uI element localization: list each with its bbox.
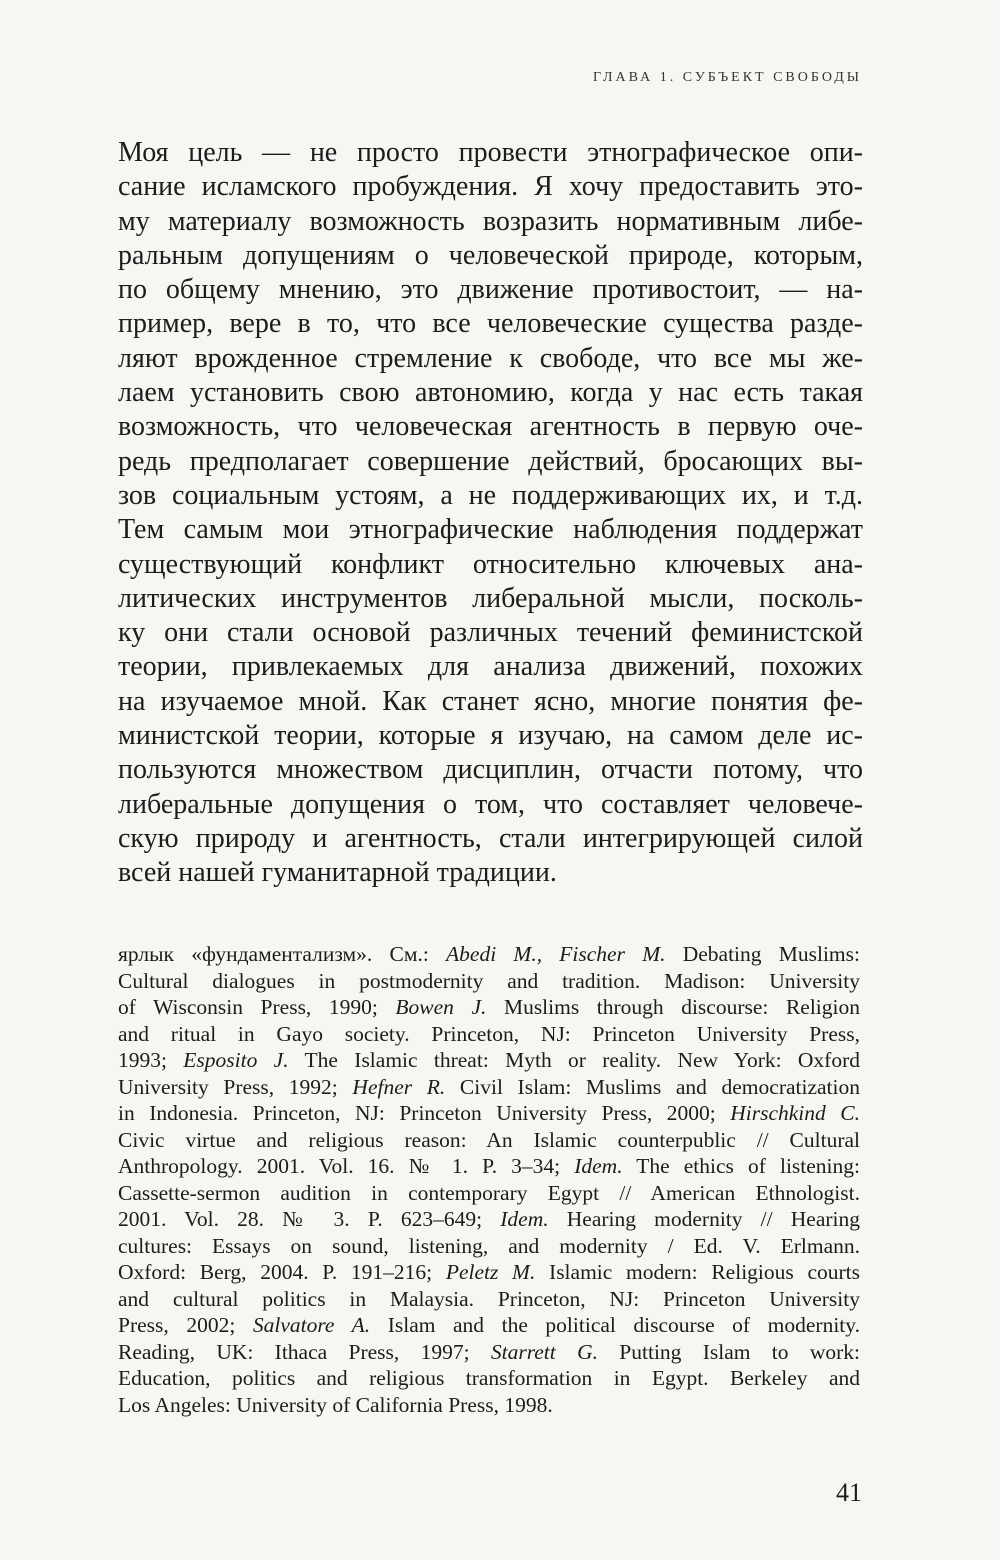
paragraph-line: пример, вере в то, что все человеческие существа разде-	[118, 308, 863, 340]
paragraph-line: всей нашей гуманитарной традиции.	[118, 857, 557, 889]
paragraph-line: пользуются множеством дисциплин, отчасти потому, что	[118, 754, 863, 786]
paragraph-line: либеральные допущения о том, что составляет человече-	[118, 788, 863, 820]
footnote-line: Civic virtue and religious reason: An Islamic counterpublic // Cultural	[118, 1127, 860, 1152]
footnote-line: Press, 2002; Salvatore A. Islam and the political discourse of modernity.	[118, 1313, 860, 1337]
footnote-line: Oxford: Berg, 2004. P. 191–216; Peletz M. Islamic modern: Religious courts	[118, 1260, 860, 1284]
footnote-line: Cassette-sermon audition in contemporary Egypt // American Ethnologist.	[118, 1180, 860, 1205]
footnote-line: and cultural politics in Malaysia. Princeton, NJ: Princeton University	[118, 1286, 860, 1311]
paragraph-line: му материалу возможность возразить нормативным либе-	[118, 205, 863, 237]
author-name: Hefner R.	[352, 1074, 446, 1099]
paragraph-line: скую природу и агентность, стали интегрирующей силой	[118, 822, 863, 854]
paragraph-line: теории, привлекаемых для анализа движений, похожих	[118, 651, 863, 683]
footnote-line: Cultural dialogues in postmodernity and tradition. Madison: University	[118, 968, 860, 993]
paragraph-line: на изучаемое мной. Как станет ясно, многие понятия фе-	[118, 685, 863, 717]
footnote-line: in Indonesia. Princeton, NJ: Princeton University Press, 2000; Hirschkind C.	[118, 1101, 860, 1125]
footnote-line: Los Angeles: University of California Press, 1998.	[118, 1392, 553, 1417]
footnote-line: Anthropology. 2001. Vol. 16. № 1. P. 3–34; Idem. The ethics of listening:	[118, 1154, 861, 1178]
author-name: Bowen J.	[395, 995, 487, 1019]
author-name: Hirschkind C.	[730, 1101, 860, 1125]
paragraph-line: литических инструментов либеральной мысли, посколь-	[118, 582, 863, 614]
footnote-line: University Press, 1992; Hefner R. Civil Islam: Muslims and democratization	[118, 1074, 861, 1099]
footnote-line: ярлык «фундаментализм». См.: Abedi M., Fischer M. Debating Muslims:	[118, 942, 860, 966]
footnote-line: Education, politics and religious transformation in Egypt. Berkeley and	[118, 1366, 860, 1390]
footnote-line: of Wisconsin Press, 1990; Bowen J. Muslims through discourse: Religion	[118, 995, 860, 1019]
running-head: ГЛАВА 1. СУБЪЕКТ СВОБОДЫ	[592, 70, 862, 85]
author-name: Idem.	[500, 1207, 549, 1231]
paragraph-line: Тем самым мои этнографические наблюдения поддержат	[118, 514, 863, 546]
main-paragraph	[118, 136, 863, 891]
footnote-line: cultures: Essays on sound, listening, and modernity / Ed. V. Erlmann.	[118, 1233, 860, 1258]
paragraph-line: существующий конфликт относительно ключевых ана-	[118, 548, 863, 580]
footnote-line: Reading, UK: Ithaca Press, 1997; Starrett G. Putting Islam to work:	[118, 1339, 860, 1364]
paragraph-line: министской теории, которые я изучаю, на самом деле ис-	[118, 720, 863, 752]
author-name: Idem.	[574, 1154, 623, 1178]
footnote-line: 2001. Vol. 28. № 3. P. 623–649; Idem. Hearing modernity // Hearing	[118, 1207, 860, 1231]
author-name: Peletz M.	[445, 1260, 536, 1284]
paragraph-line: Моя цель — не просто провести этнографическое опи-	[118, 137, 863, 168]
paragraph-line: ляют врожденное стремление к свободе, что все мы же-	[118, 342, 863, 374]
page-number: 41	[836, 1478, 862, 1507]
paragraph-line: ку они стали основой различных течений феминистской	[118, 617, 863, 649]
footnote	[118, 941, 860, 1418]
author-name: Abedi M., Fischer M.	[446, 942, 666, 966]
paragraph-line: ральным допущениям о человеческой природе, которым,	[118, 239, 863, 271]
paragraph-line: лаем установить свою автономию, когда у нас есть такая	[118, 377, 863, 409]
footnote-line: and ritual in Gayo society. Princeton, NJ: Princeton University Press,	[118, 1021, 860, 1046]
paragraph-line: зов социальным устоям, а не поддерживающих их, и т.д.	[118, 479, 863, 511]
paragraph-line: редь предполагает совершение действий, бросающих вы-	[118, 445, 863, 477]
paragraph-line: возможность, что человеческая агентность в первую оче-	[118, 411, 863, 443]
paragraph-line: сание исламского пробуждения. Я хочу предоставить это-	[118, 171, 863, 203]
paragraph-line: по общему мнению, это движение противостоит, — на-	[118, 274, 863, 306]
author-name: Salvatore A.	[252, 1313, 371, 1337]
author-name: Starrett G.	[490, 1339, 598, 1364]
footnote-line: 1993; Esposito J. The Islamic threat: Myth or reality. New York: Oxford	[118, 1048, 861, 1072]
author-name: Esposito J.	[183, 1048, 289, 1072]
